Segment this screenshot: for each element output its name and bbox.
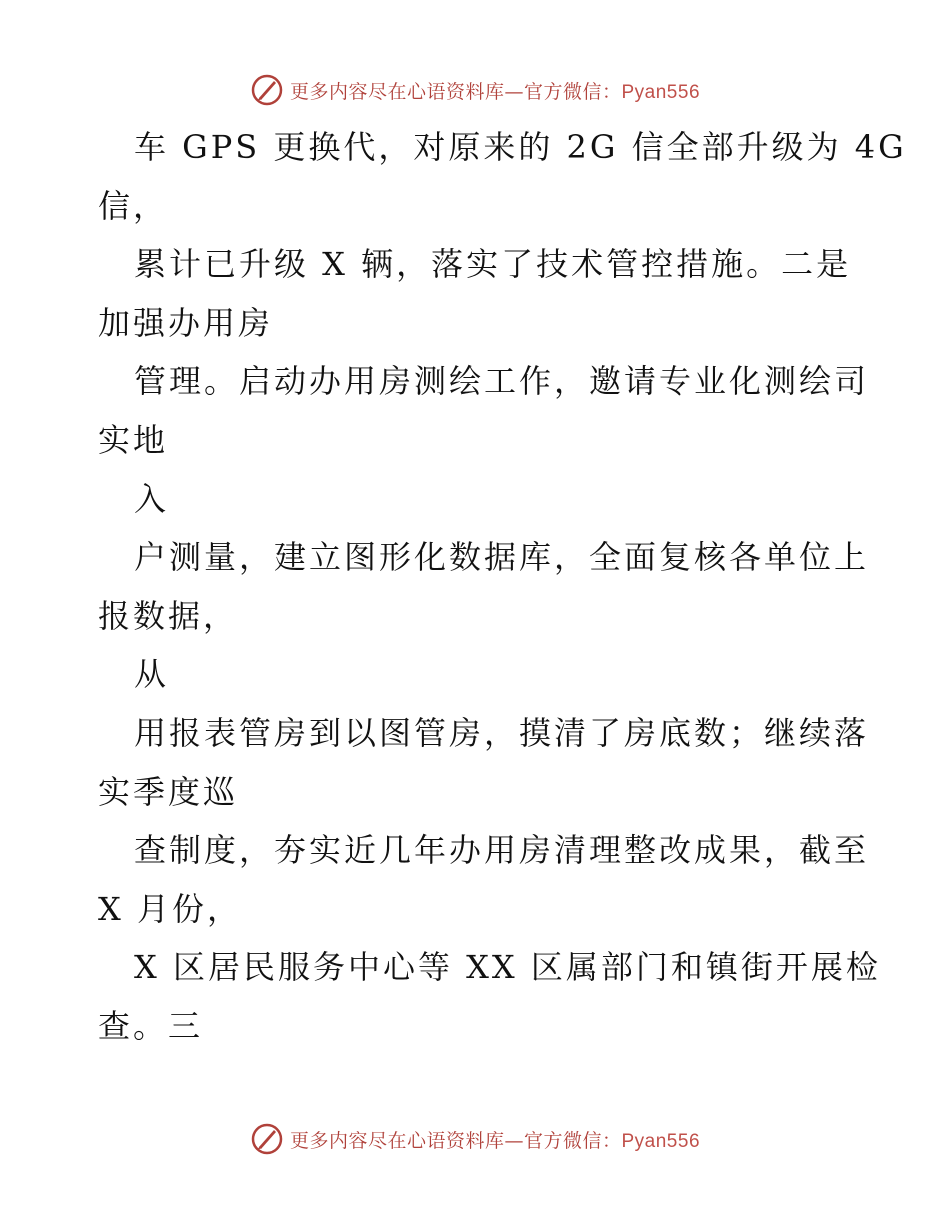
text-line: 信，: [98, 186, 169, 225]
text-line: X 区居民服务中心等 XX 区属部门和镇街开展检: [134, 948, 881, 987]
text-line: 户测量，建立图形化数据库，全面复核各单位上: [134, 538, 870, 577]
header-banner: [0, 70, 950, 110]
text-line: 查。三: [98, 1006, 204, 1045]
text-line: 管理。启动办用房测绘工作，邀请专业化测绘司: [134, 362, 870, 401]
text-line: X 月份，: [98, 889, 242, 928]
text-line: 实季度巡: [98, 772, 239, 811]
text-line: 车 GPS 更换代，对原来的 2G 信全部升级为 4G: [134, 128, 907, 166]
banner-text: 更多内容尽在心语资料库—官方微信：Pyan556: [289, 80, 701, 103]
text-line: 查制度，夯实近几年办用房清理整改成果，截至: [134, 831, 870, 870]
document-body: [98, 118, 907, 1056]
text-line: 用报表管房到以图管房，摸清了房底数；继续落: [134, 713, 870, 752]
text-line: 加强办用房: [98, 303, 274, 342]
quill-logo-icon: [250, 73, 284, 107]
wechat-id: Pyan556: [621, 81, 701, 103]
text-line: 从: [134, 655, 170, 694]
text-line: 入: [134, 479, 170, 518]
text-line: 实地: [98, 420, 169, 459]
wechat-id: Pyan556: [621, 1130, 701, 1152]
footer-banner: [0, 1119, 950, 1159]
text-line: 报数据，: [98, 596, 239, 635]
text-line: 累计已升级 X 辆，落实了技术管控措施。二是: [134, 245, 852, 284]
banner-text: 更多内容尽在心语资料库—官方微信：Pyan556: [289, 1129, 701, 1152]
quill-logo-icon: [250, 1122, 284, 1156]
